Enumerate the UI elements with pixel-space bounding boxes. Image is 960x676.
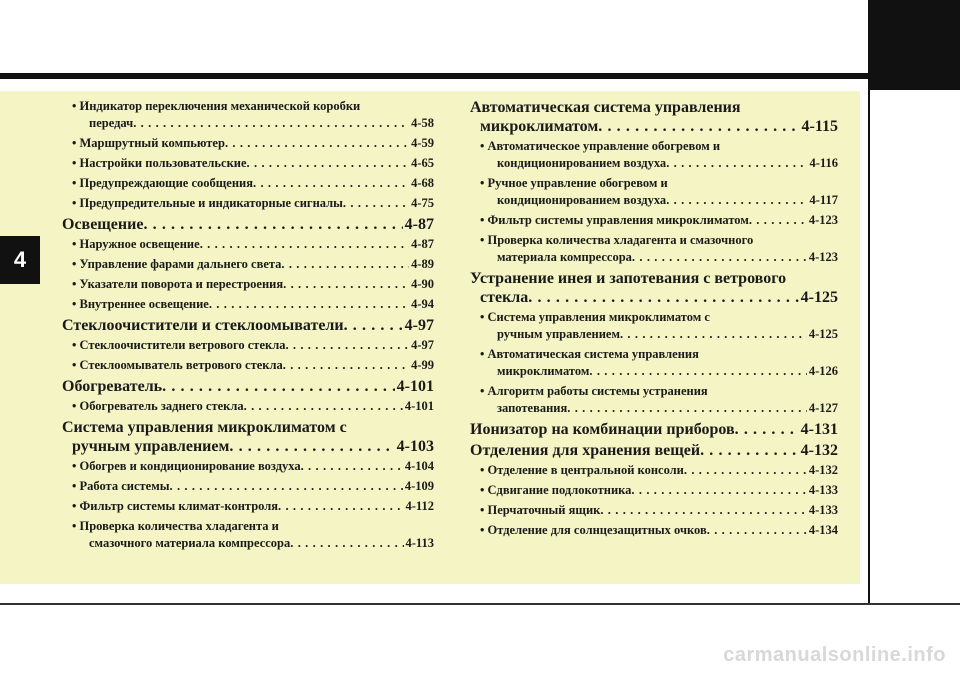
dot-leader [283,357,409,374]
toc-subentry[interactable] [470,138,838,172]
toc-entry-title: • Предупредительные и индикаторные сигналы [72,196,343,210]
toc-entry-title: микроклиматом [497,364,590,378]
dot-leader [143,215,402,234]
toc-page-number: 4-101 [404,399,434,413]
toc-page-number: 4-104 [404,459,434,473]
toc-page-number: 4-131 [800,421,838,438]
toc-subentry[interactable] [470,383,838,417]
dot-leader [707,522,807,539]
toc-page-number: 4-115 [801,118,838,135]
toc-page-number: 4-65 [411,156,434,170]
toc-entry-title: ручным управлением [497,327,620,341]
toc-entry-title: материала компрессора [497,250,632,264]
toc-entry-title: • Указатели поворота и перестроения [72,277,284,291]
toc-page-number: 4-103 [396,438,434,455]
toc-entry-title: Отделения для хранения вещей [470,442,701,459]
dot-leader [600,502,806,519]
dot-leader [700,441,799,460]
toc-entry-title: • Фильтр системы климат-контроля [72,499,279,513]
toc-subentry[interactable] [470,309,838,343]
toc-subentry[interactable] [470,232,838,266]
dot-leader [301,458,403,475]
toc-entry-title: кондиционированием воздуха [497,193,667,207]
toc-subentry[interactable] [62,135,434,152]
toc-subentry[interactable] [470,502,838,519]
toc-heading[interactable] [62,316,434,335]
dot-leader [749,212,807,229]
toc-entry-title: • Перчаточный ящик [480,503,601,517]
toc-entry-title: микроклиматом [480,118,599,135]
toc-subentry[interactable] [62,478,434,495]
toc-page-number: 4-133 [808,503,838,517]
dot-leader [133,115,409,132]
dot-leader [278,498,404,515]
toc-page-number: 4-116 [809,156,838,170]
toc-entry-title: • Работа системы [72,479,170,493]
header-rule [0,73,869,79]
dot-leader [735,420,799,439]
toc-heading[interactable] [470,98,838,136]
dot-leader [209,296,409,313]
toc-entry-title: • Настройки пользовательские [72,156,247,170]
dot-leader [244,398,403,415]
footer-rule [0,603,960,605]
dot-leader [285,337,409,354]
toc-subentry[interactable] [62,155,434,172]
toc-entry-title: Ионизатор на комбинации приборов [470,421,735,438]
toc-subentry[interactable] [62,357,434,374]
dot-leader [684,462,807,479]
toc-entry-title: • Алгоритм работы системы устранения [480,384,708,398]
toc-entry-title: Освещение [62,216,144,233]
toc-entry-title: запотевания [497,401,568,415]
toc-heading[interactable] [470,441,838,460]
toc-page-number: 4-132 [800,442,838,459]
dot-leader [200,236,409,253]
toc-page-number: 4-125 [808,327,838,341]
dot-leader [632,249,807,266]
toc-page-number: 4-134 [808,523,838,537]
toc-subentry[interactable] [62,398,434,415]
dot-leader [598,117,799,136]
toc-subentry[interactable] [62,195,434,212]
toc-subentry[interactable] [62,256,434,273]
toc-page-number: 4-127 [808,401,838,415]
dot-leader [283,276,409,293]
dot-leader [170,478,403,495]
toc-subentry[interactable] [470,346,838,380]
toc-entry-title: • Внутреннее освещение [72,297,209,311]
toc-page-number: 4-133 [808,483,838,497]
toc-entry-title: • Обогрев и кондиционирование воздуха [72,459,301,473]
toc-entry-title: • Маршрутный компьютер [72,136,225,150]
page-edge-rule [868,0,870,604]
toc-page-number: 4-97 [411,338,434,352]
toc-entry-title: • Проверка количества хладагента и смазочного [480,233,754,247]
toc-page-number: 4-109 [404,479,434,493]
toc-entry-title: • Управление фарами дальнего света [72,257,282,271]
toc-column-left [62,98,434,555]
dot-leader [589,363,806,380]
toc-entry-title: ручным управлением [72,438,230,455]
dot-leader [344,316,403,335]
toc-page-number: 4-99 [411,358,434,372]
toc-subentry[interactable] [62,296,434,313]
toc-heading[interactable] [470,269,838,307]
dot-leader [666,155,807,172]
watermark: carmanualsonline.info [723,644,946,666]
toc-page-number: 4-123 [808,250,838,264]
toc-heading[interactable] [470,420,838,439]
toc-entry-title: кондиционированием воздуха [497,156,667,170]
dot-leader [528,288,798,307]
toc-heading[interactable] [62,377,434,396]
toc-subentry[interactable] [470,462,838,479]
toc-page-number: 4-68 [411,176,434,190]
toc-entry-title: • Стеклоочистители ветрового стекла [72,338,286,352]
toc-entry-title: • Проверка количества хладагента и [72,519,279,533]
toc-entry-title: Система управления микроклиматом с [62,419,347,436]
toc-entry-title: Автоматическая система управления [470,99,741,116]
toc-subentry[interactable] [62,458,434,475]
toc-page-number: 4-125 [800,289,838,306]
toc-entry-title: • Стеклоомыватель ветрового стекла [72,358,283,372]
toc-entry-title: Стеклоочистители и стеклоомыватели [62,317,344,334]
toc-page-number: 4-94 [411,297,434,311]
toc-subentry[interactable] [62,276,434,293]
toc-entry-title: стекла [480,289,529,306]
toc-entry-title: • Обогреватель заднего стекла [72,399,244,413]
toc-entry-title: • Предупреждающие сообщения [72,176,254,190]
dot-leader [343,195,409,212]
toc-subentry[interactable] [62,337,434,354]
toc-column-right [470,98,838,542]
toc-heading[interactable] [62,215,434,234]
dot-leader [229,437,394,456]
toc-heading[interactable] [62,418,434,456]
dot-leader [290,535,403,552]
toc-entry-title: • Сдвигание подлокотника [480,483,632,497]
dot-leader [225,135,409,152]
toc-entry-title: • Фильтр системы управления микроклиматом [480,213,749,227]
toc-entry-title: Устранение инея и запотевания с ветрового [470,270,787,287]
toc-entry-title: • Ручное управление обогревом и [480,176,668,190]
toc-subentry[interactable] [62,236,434,253]
toc-page-number: 4-58 [411,116,434,130]
toc-page-number: 4-117 [809,193,838,207]
toc-entry-title: передач [89,116,134,130]
toc-page-number: 4-90 [411,277,434,291]
dot-leader [631,482,806,499]
toc-page-number: 4-112 [405,499,434,513]
dot-leader [247,155,410,172]
toc-page-number: 4-113 [405,536,434,550]
toc-subentry[interactable] [470,482,838,499]
toc-page-number: 4-87 [411,237,434,251]
toc-subentry[interactable] [62,498,434,515]
toc-entry-title: • Отделение для солнцезащитных очков [480,523,707,537]
dot-leader [281,256,409,273]
toc-subentry[interactable] [470,175,838,209]
toc-page-number: 4-87 [404,216,434,233]
toc-page-number: 4-123 [808,213,838,227]
toc-subentry[interactable] [62,518,434,552]
toc-page-number: 4-75 [411,196,434,210]
toc-entry-title: • Автоматическая система управления [480,347,699,361]
toc-page-number: 4-132 [808,463,838,477]
toc-subentry[interactable] [62,98,434,132]
dot-leader [162,377,395,396]
toc-page-number: 4-101 [396,378,434,395]
dot-leader [253,175,409,192]
toc-subentry[interactable] [62,175,434,192]
toc-page-number: 4-59 [411,136,434,150]
toc-entry-title: • Индикатор переключения механической коробки [72,99,361,113]
toc-entry-title: • Автоматическое управление обогревом и [480,139,721,153]
toc-page-number: 4-97 [404,317,434,334]
toc-entry-title: Обогреватель [62,378,163,395]
toc-entry-title: • Система управления микроклиматом с [480,310,710,324]
corner-black-block [869,0,960,90]
dot-leader [620,326,807,343]
toc-entry-title: • Наружное освещение [72,237,200,251]
dot-leader [666,192,807,209]
chapter-tab: 4 [0,236,40,284]
toc-entry-title: смазочного материала компрессора [89,536,291,550]
toc-entry-title: • Отделение в центральной консоли [480,463,684,477]
dot-leader [567,400,807,417]
toc-page-number: 4-126 [808,364,838,378]
toc-subentry[interactable] [470,212,838,229]
toc-subentry[interactable] [470,522,838,539]
toc-page-number: 4-89 [411,257,434,271]
